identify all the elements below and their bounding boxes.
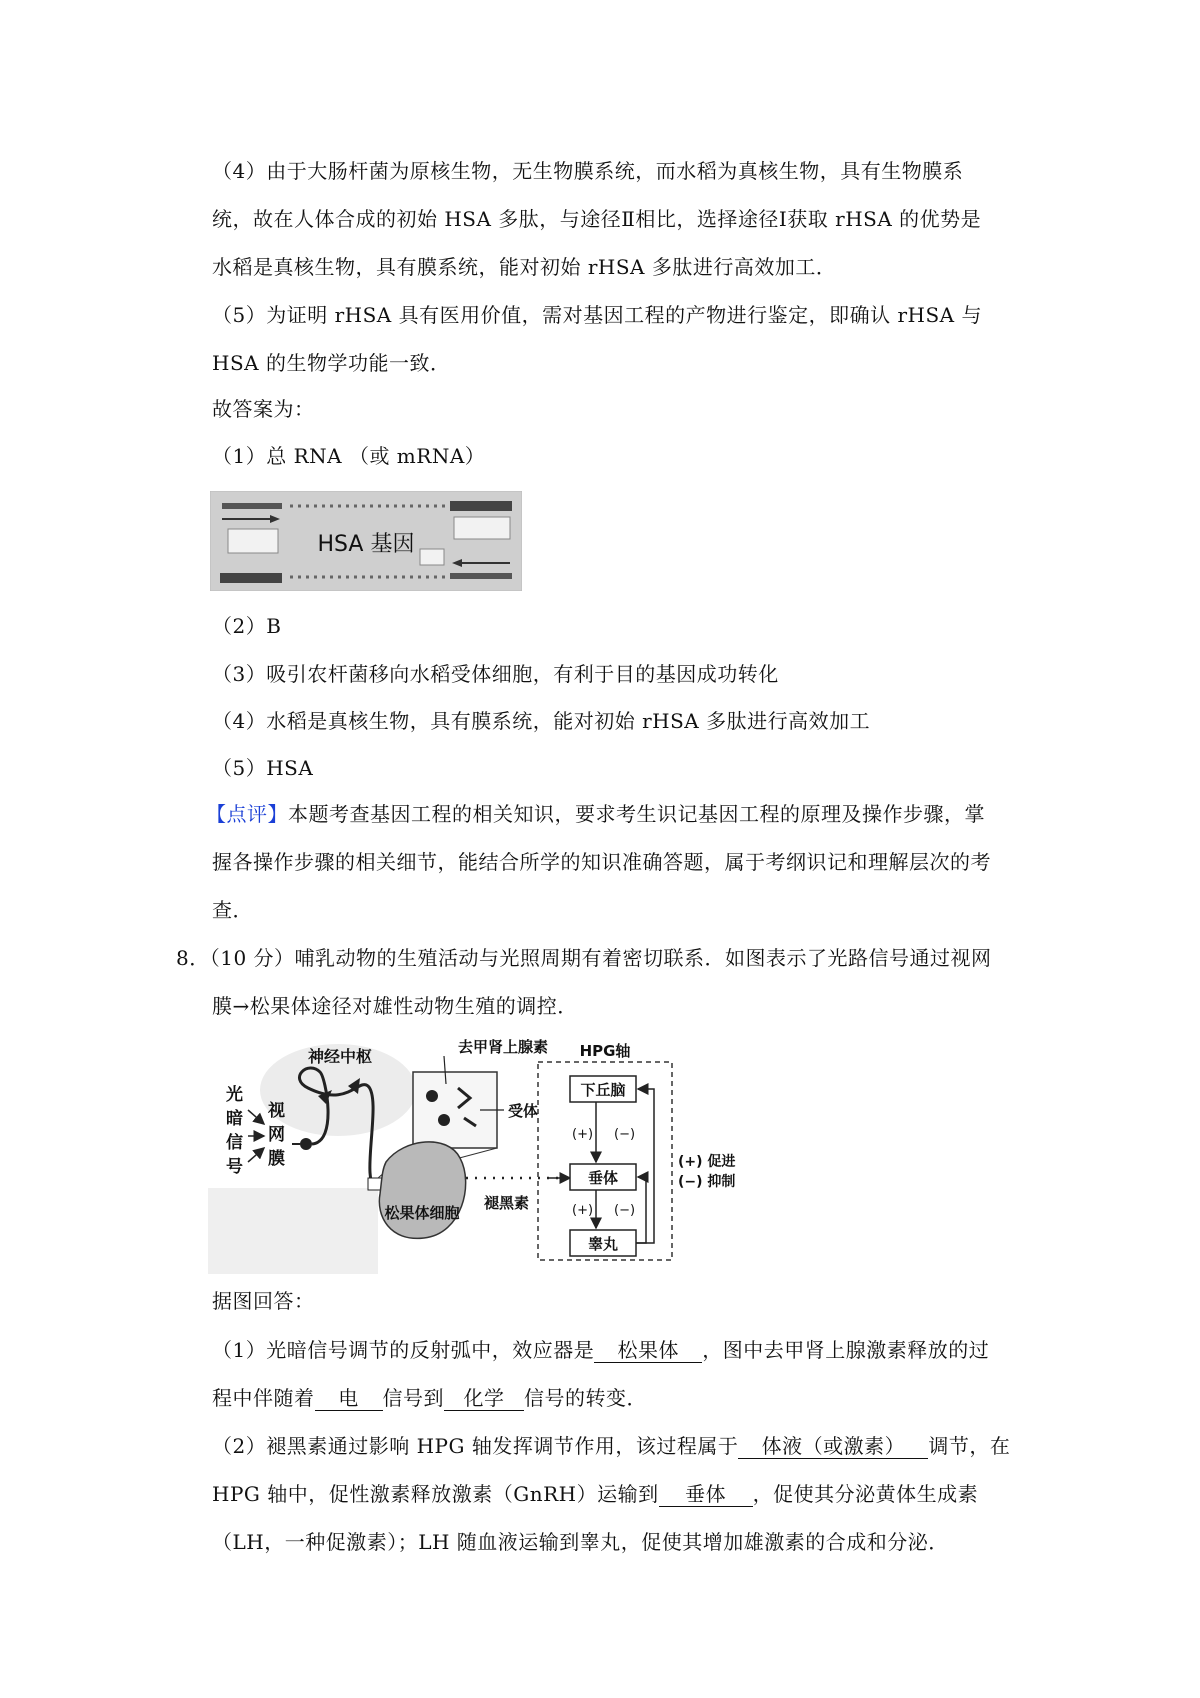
- pineal-label: 松果体细胞: [384, 1204, 460, 1222]
- svg-text:光: 光: [226, 1085, 243, 1105]
- receptor-label: 受体: [508, 1102, 539, 1120]
- q8-line1: 8．（10 分）哺乳动物的生殖活动与光照周期有着密切联系．如图表示了光路信号通过视网: [176, 946, 992, 970]
- hpg-axis-title: HPG轴: [579, 1042, 631, 1060]
- svg-text:网: 网: [268, 1125, 285, 1145]
- hpg-regulation-figure: [208, 1038, 808, 1274]
- q8-2-text-a: （2）褪黑素通过影响 HPG 轴发挥调节作用，该过程属于: [212, 1434, 739, 1458]
- q8-2-line1: [212, 1433, 1010, 1459]
- p4-line3: 水稻是真核生物，具有膜系统，能对初始 rHSA 多肽进行高效加工．: [212, 255, 837, 279]
- q8-2-blank-humoral: 体液（或激素）: [738, 1434, 928, 1459]
- q8-2-text-b: 调节，在: [928, 1434, 1011, 1458]
- p4-line2: 统，故在人体合成的初始 HSA 多肽，与途径Ⅱ相比，选择途径Ⅰ获取 rHSA 的优势是: [212, 207, 982, 231]
- minus-1: (−): [614, 1127, 636, 1142]
- hypothalamus-label: 下丘脑: [580, 1081, 626, 1099]
- legend-promote: (+) 促进: [678, 1154, 736, 1170]
- answer-5: （5）HSA: [212, 756, 314, 780]
- review-line3: 查．: [212, 898, 253, 922]
- plus-1: (+): [572, 1127, 594, 1142]
- review-line1: [206, 801, 985, 827]
- answer-by-figure: 据图回答：: [212, 1289, 315, 1313]
- melatonin-label: 褪黑素: [484, 1194, 530, 1212]
- answer-4: （4）水稻是真核生物，具有膜系统，能对初始 rHSA 多肽进行高效加工: [212, 709, 871, 733]
- legend-inhibit: (−) 抑制: [678, 1174, 736, 1190]
- q8-2-text-c: HPG 轴中，促性激素释放激素（GnRH）运输到: [212, 1482, 659, 1506]
- q8-1-blank-chemical: 化学: [444, 1386, 524, 1411]
- center-label: 神经中枢: [308, 1047, 373, 1066]
- testis-label: 睾丸: [587, 1235, 619, 1253]
- p4-line1: （4）由于大肠杆菌为原核生物，无生物膜系统，而水稻为真核生物，具有生物膜系: [212, 159, 964, 183]
- review-line2: 握各操作步骤的相关细节，能结合所学的知识准确答题，属于考纲识记和理解层次的考: [212, 850, 991, 874]
- q8-1-line2: [212, 1385, 647, 1411]
- retina-label: [267, 1100, 285, 1169]
- q8-2-blank-pituitary: 垂体: [659, 1482, 753, 1507]
- q8-line2: 膜→松果体途径对雄性动物生殖的调控．: [212, 994, 578, 1018]
- review-tag: 【点评】: [206, 802, 288, 826]
- answer-3: （3）吸引农杆菌移向水稻受体细胞，有利于目的基因成功转化: [212, 662, 779, 686]
- svg-text:信: 信: [226, 1133, 243, 1153]
- q8-2-text-d: ，促使其分泌黄体生成素: [752, 1482, 979, 1506]
- hsa-gene-label: HSA 基因: [317, 532, 415, 557]
- p5-line2: HSA 的生物学功能一致．: [212, 351, 451, 375]
- q8-1-text-d: 信号到: [382, 1386, 444, 1410]
- review-text-1: 本题考查基因工程的相关知识，要求考生识记基因工程的原理及操作步骤，掌: [288, 802, 985, 826]
- answer-intro: 故答案为：: [212, 397, 315, 421]
- p5-line1: （5）为证明 rHSA 具有医用价值，需对基因工程的产物进行鉴定，即确认 rHSA 与: [212, 303, 982, 327]
- q8-1-text-b: ，图中去甲肾上腺激素释放的过: [702, 1338, 990, 1362]
- q8-1-text-c: 程中伴随着: [212, 1386, 315, 1410]
- q8-1-text-a: （1）光暗信号调节的反射弧中，效应器是: [212, 1338, 595, 1362]
- q8-1-text-e: 信号的转变．: [524, 1386, 647, 1410]
- svg-text:暗: 暗: [226, 1109, 243, 1129]
- svg-text:视: 视: [268, 1101, 285, 1121]
- svg-text:膜: 膜: [268, 1149, 285, 1169]
- answer-2: （2）B: [212, 614, 282, 638]
- hsa-gene-figure: [210, 491, 522, 591]
- q8-1-blank-effector: 松果体: [594, 1338, 702, 1363]
- svg-text:号: 号: [226, 1157, 243, 1177]
- q8-1-blank-electric: 电: [315, 1386, 383, 1411]
- norepinephrine-label: 去甲肾上腺素: [458, 1038, 549, 1056]
- answer-1: （1）总 RNA （或 mRNA）: [212, 444, 486, 468]
- minus-2: (−): [614, 1203, 636, 1218]
- q8-1-line1: [212, 1337, 989, 1363]
- q8-2-line2: [212, 1481, 978, 1507]
- pituitary-label: 垂体: [587, 1169, 619, 1187]
- q8-2-line3: （LH，一种促激素）；LH 随血液运输到睾丸，促使其增加雄激素的合成和分泌．: [212, 1530, 949, 1554]
- plus-2: (+): [572, 1203, 594, 1218]
